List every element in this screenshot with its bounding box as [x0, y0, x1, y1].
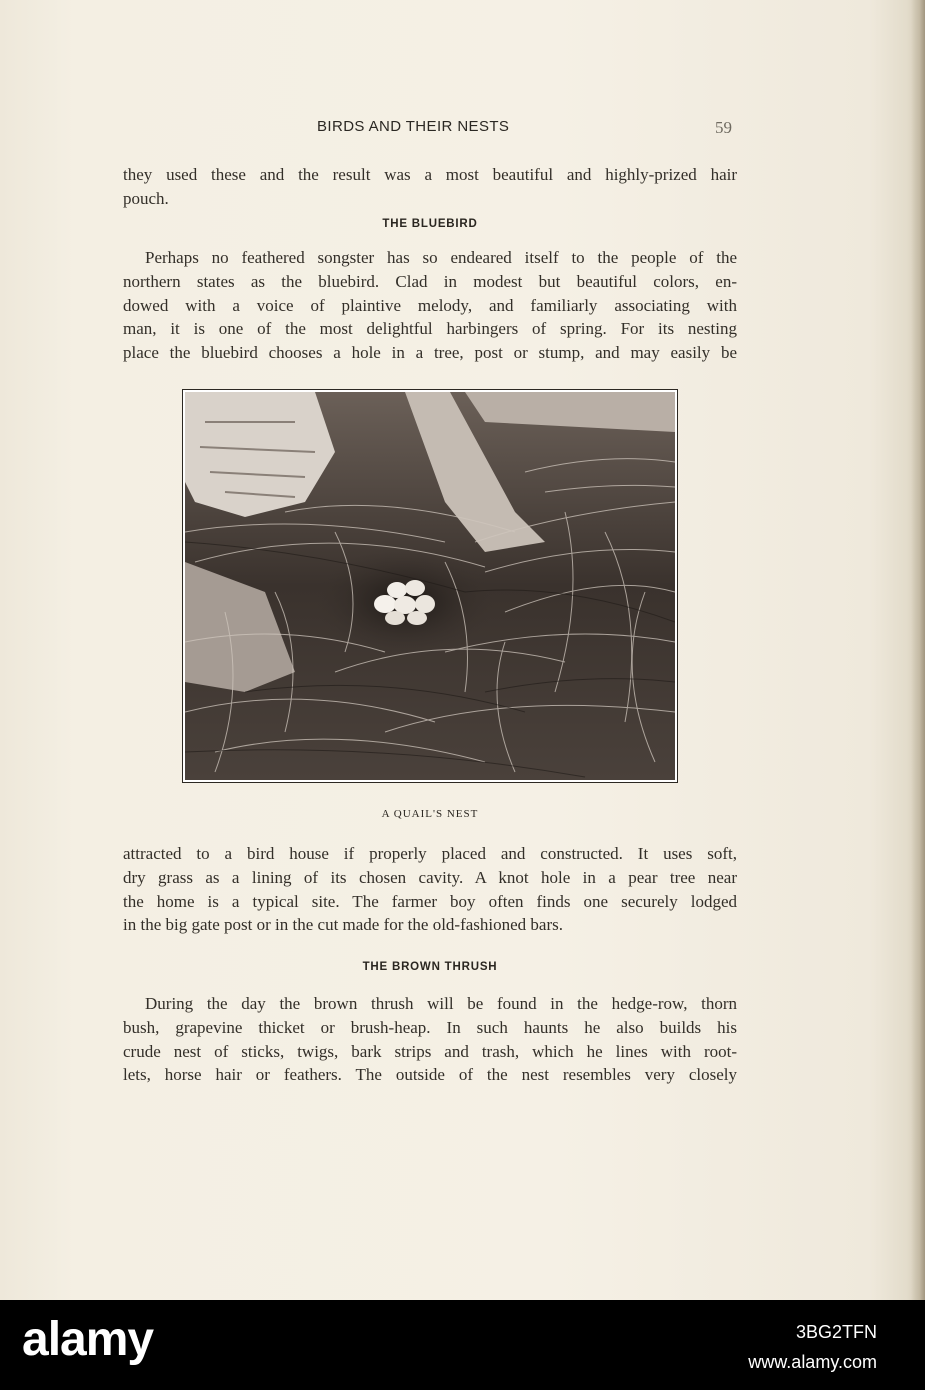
text-line: During the day the brown thrush will be found in the hedge-row, thorn	[145, 994, 737, 1013]
stock-logo: alamy	[22, 1313, 154, 1366]
text-line: Perhaps no feathered songster has so endeared itself to the people of the	[145, 248, 737, 267]
text-line: pouch.	[123, 188, 169, 208]
running-head: BIRDS AND THEIR NESTS	[317, 118, 510, 135]
text-line: attracted to a bird house if properly placed and constructed. It uses soft,	[123, 844, 737, 863]
text-line: man, it is one of the most delightful harbingers of spring. For its nesting	[123, 319, 737, 339]
section-heading-brown-thrush: THE BROWN THRUSH	[362, 961, 498, 973]
quail-nest-photo	[182, 389, 678, 783]
text-line: the home is a typical site. The farmer boy often finds one securely lodged	[123, 891, 737, 911]
quail-nest-illustration	[185, 392, 675, 780]
page-edge-shadow	[911, 0, 925, 1300]
text-line: dowed with a voice of plaintive melody, and familiarly associating with	[123, 295, 737, 315]
text-line: lets, horse hair or feathers. The outside of the nest resembles very closely	[123, 1065, 737, 1085]
photo-caption: A QUAIL'S NEST	[381, 808, 479, 820]
stock-url: www.alamy.com	[748, 1352, 877, 1372]
text-line: northern states as the bluebird. Clad in modest but beautiful colors, en-	[123, 271, 737, 291]
bluebird-paragraph-part1	[123, 246, 737, 365]
text-line: place the bluebird chooses a hole in a tree, post or stump, and may easily be	[123, 343, 737, 363]
stock-image-id: 3BG2TFN	[795, 1322, 877, 1342]
text-line: dry grass as a lining of its chosen cavity. A knot hole in a pear tree near	[123, 867, 737, 887]
brown-thrush-paragraph	[123, 992, 737, 1087]
text-line: bush, grapevine thicket or brush-heap. In such haunts he also builds his	[123, 1017, 737, 1037]
text-line: in the big gate post or in the cut made for the old-fashioned bars.	[123, 915, 563, 935]
intro-paragraph	[123, 163, 737, 211]
text-line: crude nest of sticks, twigs, bark strips and trash, which he lines with root-	[123, 1041, 737, 1061]
text-line: they used these and the result was a most beautiful and highly-prized hair	[123, 165, 737, 184]
bluebird-paragraph-part2	[123, 842, 737, 937]
section-heading-bluebird: THE BLUEBIRD	[382, 218, 478, 230]
page-number: 59	[715, 118, 732, 137]
